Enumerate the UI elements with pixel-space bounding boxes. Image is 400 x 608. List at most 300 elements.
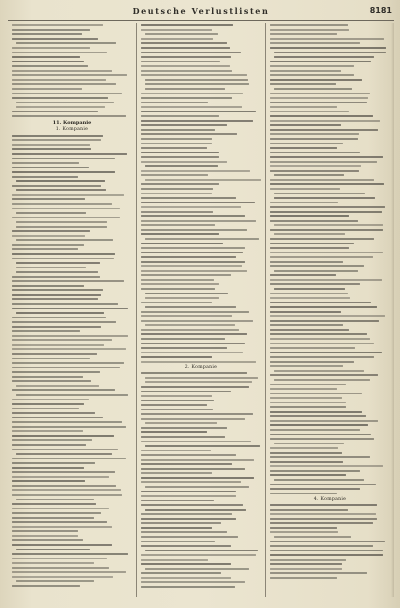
illegible-text-run [141, 338, 225, 340]
illegible-text-run [12, 47, 90, 49]
illegible-text-run [270, 161, 377, 163]
illegible-text-run [141, 504, 243, 506]
illegible-text-run [145, 79, 248, 81]
illegible-text-run [270, 484, 376, 486]
illegible-text-run [12, 403, 84, 405]
illegible-text-run [12, 526, 112, 528]
illegible-text-run [12, 471, 115, 473]
illegible-text-run [270, 531, 338, 533]
illegible-text-run [12, 521, 107, 523]
illegible-text-run [141, 174, 208, 176]
illegible-text-run [141, 215, 245, 217]
illegible-text-run [270, 265, 364, 267]
illegible-text-run [141, 436, 225, 438]
illegible-text-run [270, 165, 361, 167]
illegible-text-run [12, 344, 104, 346]
illegible-text-run [141, 472, 212, 474]
illegible-text-run [141, 261, 245, 263]
illegible-text-run [12, 185, 101, 187]
illegible-text-run [12, 535, 78, 537]
illegible-text-run [12, 362, 124, 364]
illegible-text-run [12, 321, 116, 323]
illegible-text-run [274, 443, 344, 445]
illegible-text-run [12, 494, 122, 496]
illegible-text-run [141, 527, 212, 529]
illegible-text-run [270, 554, 383, 556]
illegible-text-run [12, 576, 113, 578]
illegible-text-run [270, 315, 385, 317]
illegible-text-run [145, 381, 252, 383]
illegible-text-run [141, 52, 241, 54]
illegible-text-run [141, 343, 245, 345]
illegible-text-run [270, 70, 341, 72]
illegible-text-run [270, 550, 383, 552]
casualty-list-block [141, 23, 261, 364]
illegible-text-run [145, 83, 249, 85]
illegible-text-run [141, 47, 230, 49]
illegible-text-run [274, 174, 344, 176]
illegible-text-run [12, 339, 112, 341]
illegible-text-run [12, 348, 126, 350]
illegible-text-run [270, 24, 348, 26]
illegible-text-run [270, 456, 370, 458]
illegible-text-run [270, 447, 338, 449]
illegible-text-run [16, 262, 100, 264]
illegible-text-run [12, 235, 85, 237]
illegible-text-run [270, 102, 367, 104]
illegible-text-run [274, 479, 364, 481]
illegible-text-run [141, 61, 220, 63]
illegible-text-run [145, 377, 258, 379]
illegible-text-run [12, 458, 126, 460]
section-subheading: 4. Kompanie [313, 496, 347, 502]
illegible-text-run [270, 424, 368, 426]
casualty-entry-line [270, 576, 390, 581]
illegible-text-run [270, 293, 348, 295]
illegible-text-run [270, 338, 370, 340]
illegible-text-run [141, 56, 231, 58]
illegible-text-run [141, 193, 212, 195]
illegible-text-run [270, 320, 379, 322]
illegible-text-run [145, 179, 261, 181]
illegible-text-run [270, 120, 380, 122]
illegible-text-run [16, 180, 105, 182]
illegible-text-run [270, 238, 374, 240]
illegible-text-run [270, 415, 366, 417]
illegible-text-run [141, 129, 215, 131]
illegible-text-run [270, 179, 374, 181]
illegible-text-run [270, 93, 370, 95]
illegible-text-run [16, 394, 128, 396]
illegible-text-run [12, 253, 115, 255]
illegible-text-run [12, 326, 101, 328]
illegible-text-run [270, 33, 337, 35]
illegible-text-run [270, 29, 349, 31]
illegible-text-run [141, 152, 219, 154]
illegible-text-run [12, 176, 78, 178]
illegible-text-run [270, 493, 337, 495]
illegible-text-run [141, 536, 238, 538]
illegible-text-run [16, 226, 107, 228]
illegible-text-run [141, 279, 214, 281]
illegible-text-run [12, 335, 128, 337]
illegible-text-run [270, 283, 360, 285]
illegible-text-run [141, 413, 253, 415]
illegible-text-run [270, 541, 385, 543]
illegible-text-run [12, 462, 95, 464]
illegible-text-run [274, 88, 352, 90]
illegible-text-run [270, 374, 378, 376]
illegible-text-run [274, 536, 351, 538]
illegible-text-run [141, 409, 213, 411]
illegible-text-run [141, 206, 241, 208]
illegible-text-run [270, 115, 373, 117]
illegible-text-run [270, 306, 377, 308]
column-2 [136, 23, 265, 597]
illegible-text-run [141, 143, 212, 145]
illegible-text-run [12, 585, 80, 587]
illegible-text-run [12, 79, 106, 81]
illegible-text-run [16, 499, 94, 501]
illegible-text-run [270, 74, 354, 76]
illegible-text-run [141, 500, 214, 502]
illegible-text-run [141, 138, 212, 140]
illegible-text-run [141, 265, 242, 267]
illegible-text-run [12, 489, 121, 491]
illegible-text-run [12, 153, 127, 155]
illegible-text-run [12, 358, 90, 360]
illegible-text-run [141, 247, 245, 249]
illegible-text-run [12, 148, 91, 150]
illegible-text-run [270, 465, 383, 467]
illegible-text-run [270, 215, 349, 217]
illegible-text-run [270, 461, 343, 463]
illegible-text-run [12, 111, 98, 113]
section-heading: 11. Kompanie [52, 120, 92, 127]
illegible-text-run [141, 197, 236, 199]
illegible-text-run [274, 193, 365, 195]
illegible-text-run [12, 567, 109, 569]
illegible-text-run [141, 418, 245, 420]
illegible-text-run [12, 167, 89, 169]
illegible-text-run [270, 138, 358, 140]
illegible-text-run [12, 408, 79, 410]
illegible-text-run [12, 139, 101, 141]
illegible-text-run [274, 52, 386, 54]
illegible-text-run [12, 435, 114, 437]
illegible-text-run [12, 33, 82, 35]
illegible-text-run [12, 70, 112, 72]
illegible-text-run [270, 324, 343, 326]
illegible-text-run [12, 317, 106, 319]
illegible-text-run [12, 558, 107, 560]
illegible-text-run [270, 129, 378, 131]
illegible-text-run [141, 352, 243, 354]
illegible-text-run [12, 553, 128, 555]
illegible-text-run [270, 206, 385, 208]
illegible-text-run [141, 563, 231, 565]
illegible-text-run [141, 427, 227, 429]
illegible-text-run [270, 452, 342, 454]
illegible-text-run [141, 106, 242, 108]
illegible-text-run [270, 504, 377, 506]
illegible-text-run [12, 276, 100, 278]
illegible-text-run [270, 522, 373, 524]
illegible-text-run [270, 42, 360, 44]
illegible-text-run [141, 454, 236, 456]
illegible-text-run [270, 302, 371, 304]
illegible-text-run [270, 83, 336, 85]
illegible-text-run [141, 24, 233, 26]
casualty-entry-line [12, 584, 132, 589]
illegible-text-run [12, 371, 100, 373]
illegible-text-run [141, 404, 207, 406]
illegible-text-run [16, 271, 98, 273]
illegible-text-run [270, 38, 384, 40]
casualty-entry-line [270, 491, 390, 496]
illegible-text-run [141, 481, 241, 483]
illegible-text-run [16, 221, 107, 223]
illegible-text-run [270, 152, 360, 154]
illegible-text-run [270, 429, 360, 431]
illegible-text-run [270, 563, 342, 565]
illegible-text-run [270, 388, 337, 390]
illegible-text-run [270, 133, 359, 135]
illegible-text-run [141, 156, 219, 158]
illegible-text-run [141, 559, 208, 561]
illegible-text-run [270, 393, 362, 395]
illegible-text-run [12, 280, 124, 282]
illegible-text-run [12, 512, 101, 514]
illegible-text-run [270, 111, 349, 113]
illegible-text-run [270, 434, 371, 436]
illegible-text-run [145, 445, 260, 447]
illegible-text-run [270, 279, 382, 281]
illegible-text-run [12, 544, 112, 546]
illegible-text-run [141, 477, 254, 479]
illegible-text-run [141, 65, 230, 67]
illegible-text-run [270, 577, 337, 579]
illegible-text-run [12, 294, 101, 296]
illegible-text-run [12, 562, 94, 564]
illegible-text-run [141, 224, 215, 226]
illegible-text-run [270, 147, 337, 149]
illegible-text-run [141, 161, 227, 163]
illegible-text-run [145, 568, 249, 570]
illegible-text-run [145, 422, 217, 424]
illegible-text-run [141, 333, 247, 335]
casualty-list-block [12, 133, 132, 588]
illegible-text-run [141, 329, 239, 331]
page-title: Deutsche Verlustlisten [132, 6, 270, 16]
illegible-text-run [141, 315, 232, 317]
illegible-text-run [141, 183, 219, 185]
illegible-text-run [12, 330, 80, 332]
illegible-text-run [16, 102, 114, 104]
illegible-text-run [270, 559, 346, 561]
illegible-text-run [141, 274, 231, 276]
illegible-text-run [141, 74, 247, 76]
illegible-text-run [141, 491, 236, 493]
illegible-text-run [12, 52, 107, 54]
casualty-entry-line [12, 114, 132, 119]
section-subheading: 1. Kompanie [55, 127, 89, 133]
illegible-text-run [12, 298, 98, 300]
text-columns [8, 23, 394, 597]
illegible-text-run [270, 220, 358, 222]
illegible-text-run [274, 197, 375, 199]
illegible-text-run [270, 509, 348, 511]
illegible-text-run [141, 459, 254, 461]
illegible-text-run [141, 38, 213, 40]
illegible-text-run [270, 365, 343, 367]
illegible-text-run [141, 347, 227, 349]
illegible-text-run [270, 568, 342, 570]
illegible-text-run [141, 577, 231, 579]
illegible-text-run [270, 397, 342, 399]
column-1 [8, 23, 136, 597]
illegible-text-run [145, 238, 259, 240]
illegible-text-run [12, 24, 103, 26]
illegible-text-run [270, 438, 374, 440]
illegible-text-run [12, 421, 122, 423]
illegible-text-run [12, 244, 84, 246]
illegible-text-run [274, 233, 345, 235]
illegible-text-run [16, 239, 113, 241]
illegible-text-run [12, 439, 92, 441]
illegible-text-run [141, 541, 215, 543]
illegible-text-run [12, 230, 90, 232]
illegible-text-run [12, 194, 124, 196]
illegible-text-run [270, 156, 383, 158]
illegible-text-run [270, 347, 355, 349]
illegible-text-run [270, 61, 371, 63]
illegible-text-run [274, 224, 383, 226]
illegible-text-run [270, 311, 341, 313]
illegible-text-run [12, 248, 78, 250]
illegible-text-run [274, 56, 374, 58]
illegible-text-run [141, 202, 255, 204]
illegible-text-run [141, 356, 212, 358]
illegible-text-run [145, 324, 235, 326]
illegible-text-run [141, 211, 213, 213]
illegible-text-run [270, 243, 354, 245]
illegible-text-run [145, 293, 228, 295]
illegible-text-run [270, 297, 350, 299]
illegible-text-run [270, 202, 338, 204]
illegible-text-run [270, 527, 337, 529]
illegible-text-run [12, 412, 95, 414]
illegible-text-run [145, 486, 249, 488]
illegible-text-run [141, 386, 249, 388]
illegible-text-run [16, 453, 112, 455]
illegible-text-run [12, 171, 115, 173]
illegible-text-run [270, 97, 368, 99]
illegible-text-run [141, 111, 256, 113]
illegible-text-run [141, 233, 219, 235]
illegible-text-run [12, 285, 84, 287]
illegible-text-run [12, 399, 89, 401]
illegible-text-run [141, 229, 247, 231]
illegible-text-run [12, 508, 109, 510]
illegible-text-run [12, 485, 116, 487]
illegible-text-run [12, 88, 82, 90]
illegible-text-run [141, 431, 207, 433]
illegible-text-run [270, 170, 359, 172]
illegible-text-run [145, 297, 219, 299]
illegible-text-run [141, 102, 208, 104]
column-3 [265, 23, 394, 597]
illegible-text-run [141, 545, 231, 547]
illegible-text-run [270, 47, 386, 49]
illegible-text-run [141, 115, 219, 117]
illegible-text-run [274, 288, 345, 290]
casualty-list-block [270, 503, 390, 580]
illegible-text-run [270, 406, 346, 408]
illegible-text-run [12, 38, 98, 40]
illegible-text-run [141, 391, 231, 393]
illegible-text-run [12, 426, 126, 428]
illegible-text-run [270, 384, 346, 386]
illegible-text-run [145, 306, 236, 308]
illegible-text-run [141, 42, 227, 44]
illegible-text-run [141, 188, 213, 190]
casualty-list-block [270, 23, 390, 496]
illegible-text-run [270, 470, 360, 472]
casualty-list-block [141, 371, 261, 589]
illegible-text-run [141, 29, 212, 31]
illegible-text-run [16, 267, 86, 269]
illegible-text-run [270, 411, 362, 413]
illegible-text-run [141, 572, 221, 574]
illegible-text-run [141, 120, 253, 122]
illegible-text-run [270, 545, 373, 547]
illegible-text-run [145, 88, 225, 90]
illegible-text-run [12, 530, 78, 532]
illegible-text-run [16, 212, 86, 214]
illegible-text-run [12, 353, 97, 355]
illegible-text-run [141, 372, 247, 374]
illegible-text-run [270, 356, 374, 358]
illegible-text-run [12, 376, 83, 378]
illegible-text-run [270, 143, 343, 145]
illegible-text-run [16, 106, 105, 108]
illegible-text-run [141, 243, 223, 245]
illegible-text-run [145, 165, 218, 167]
illegible-text-run [270, 188, 340, 190]
illegible-text-run [12, 158, 115, 160]
illegible-text-run [270, 79, 362, 81]
illegible-text-run [270, 420, 378, 422]
illegible-text-run [12, 258, 114, 260]
illegible-text-run [12, 29, 90, 31]
illegible-text-run [12, 380, 91, 382]
illegible-text-run [141, 270, 247, 272]
illegible-text-run [270, 247, 349, 249]
illegible-text-run [141, 147, 207, 149]
illegible-text-run [12, 367, 120, 369]
illegible-text-run [274, 370, 364, 372]
illegible-text-run [141, 513, 232, 515]
illegible-text-run [12, 571, 126, 573]
illegible-text-run [270, 65, 354, 67]
illegible-text-run [12, 93, 122, 95]
illegible-text-run [141, 522, 221, 524]
illegible-text-run [12, 480, 85, 482]
illegible-text-run [141, 311, 249, 313]
illegible-text-run [141, 283, 219, 285]
illegible-text-run [16, 312, 104, 314]
